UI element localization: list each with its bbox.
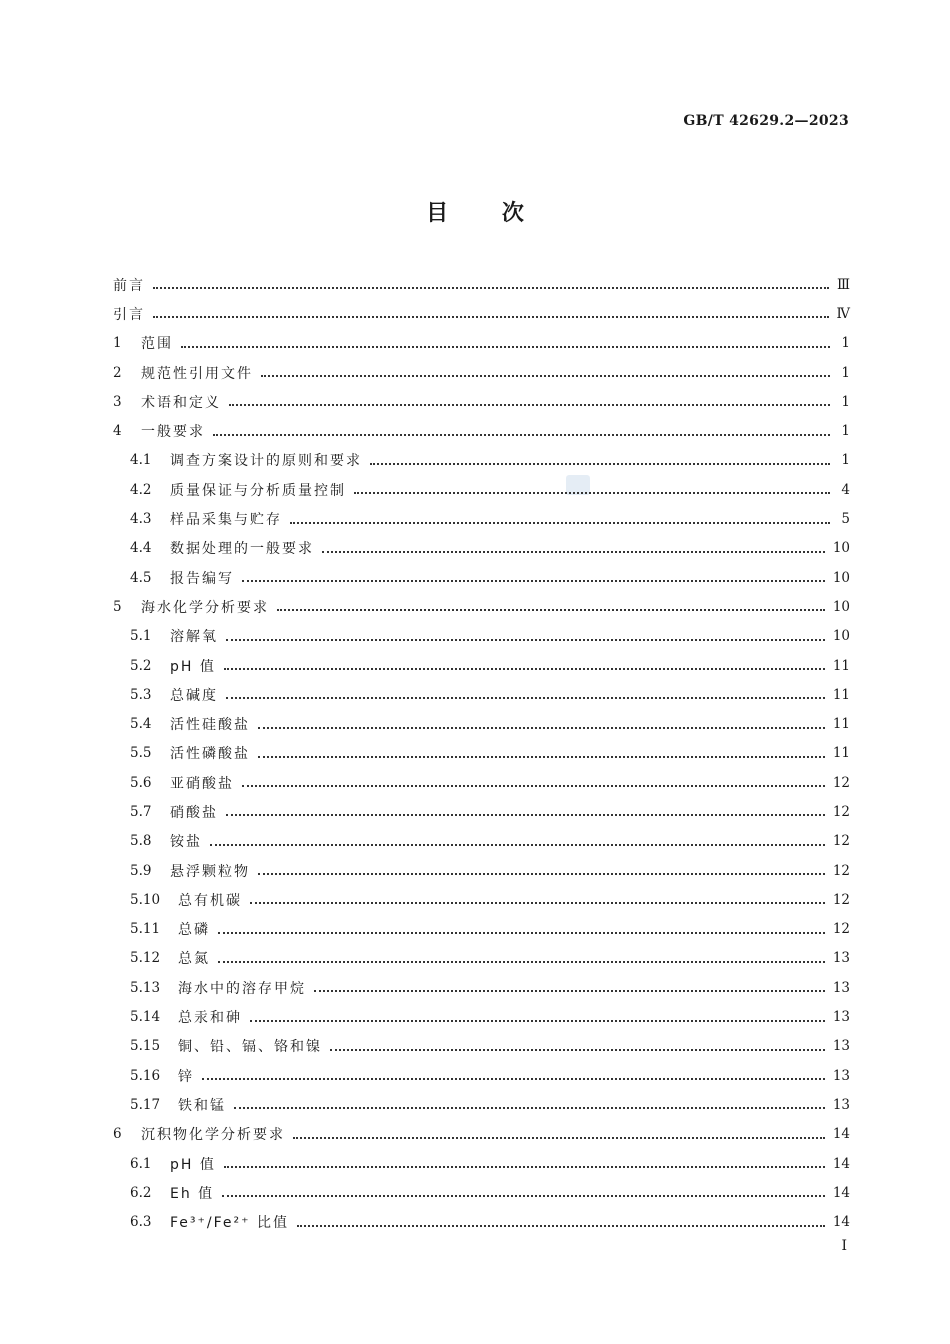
toc-entry[interactable] bbox=[113, 475, 850, 504]
toc-entry-number: 6.2 bbox=[130, 1184, 152, 1201]
toc-entry-label: 调查方案设计的原则和要求 bbox=[170, 453, 362, 470]
dot-leader bbox=[277, 608, 825, 611]
toc-title: 目 次 bbox=[426, 201, 524, 226]
page-number: I bbox=[841, 1238, 847, 1254]
toc-entry-page: 1 bbox=[841, 393, 850, 410]
toc-entry-number: 4.3 bbox=[130, 511, 152, 528]
dot-leader bbox=[226, 813, 825, 816]
toc-entry-page: 10 bbox=[832, 540, 850, 557]
toc-entry-page: 1 bbox=[841, 364, 850, 381]
toc-entry-number: 5.1 bbox=[130, 628, 152, 645]
toc-entry[interactable] bbox=[113, 329, 850, 358]
toc-entry-number: 5.8 bbox=[130, 833, 152, 850]
toc-entry-label: 报告编写 bbox=[170, 570, 234, 587]
dot-leader bbox=[222, 1194, 825, 1197]
toc-entry-label: 总氮 bbox=[178, 951, 210, 968]
toc-entry-label: 活性硅酸盐 bbox=[170, 717, 250, 734]
toc-entry-page: 13 bbox=[832, 1038, 850, 1055]
toc-entry-number: 4.1 bbox=[130, 452, 152, 469]
toc-entry-page: 5 bbox=[841, 511, 850, 528]
toc-entry-page: 10 bbox=[832, 598, 850, 615]
dot-leader bbox=[153, 286, 829, 289]
toc-entry[interactable] bbox=[113, 358, 850, 387]
toc-entry[interactable] bbox=[113, 1002, 850, 1031]
toc-entry-number: 5.9 bbox=[130, 862, 152, 879]
toc-entry-label: pH 值 bbox=[170, 658, 216, 675]
toc-entry-number: 5.6 bbox=[130, 774, 152, 791]
toc-entry-number: 5.11 bbox=[130, 921, 161, 938]
toc-entry-page: 14 bbox=[832, 1214, 850, 1231]
toc-entry-number: 5.2 bbox=[130, 657, 152, 674]
dot-leader bbox=[297, 1224, 825, 1227]
toc-entry-page: 10 bbox=[832, 569, 850, 586]
toc-entry[interactable] bbox=[113, 856, 850, 885]
toc-entry-page: 11 bbox=[832, 657, 850, 674]
toc-entry-page: 13 bbox=[832, 979, 850, 996]
dot-leader bbox=[293, 1136, 825, 1139]
toc-entry-page: 12 bbox=[832, 774, 850, 791]
toc-entry[interactable] bbox=[113, 709, 850, 738]
toc-entry-label: 海水化学分析要求 bbox=[141, 599, 269, 616]
toc-entry-number: 5.14 bbox=[130, 1009, 161, 1026]
toc-entry-page: 1 bbox=[841, 335, 850, 352]
toc-entry-number: 6 bbox=[113, 1126, 122, 1143]
toc-entry-page: 11 bbox=[832, 716, 850, 733]
toc-entry-number: 1 bbox=[113, 335, 122, 352]
dot-leader bbox=[290, 521, 830, 524]
toc-entry-number: 2 bbox=[113, 364, 122, 381]
toc-entry-page: 12 bbox=[832, 862, 850, 879]
table-of-contents bbox=[113, 270, 850, 1237]
toc-entry[interactable] bbox=[113, 1178, 850, 1207]
toc-entry-label: 范围 bbox=[141, 336, 173, 353]
dot-leader bbox=[202, 1077, 825, 1080]
dot-leader bbox=[213, 433, 830, 436]
dot-leader bbox=[250, 1019, 825, 1022]
toc-entry-label: 铁和锰 bbox=[178, 1097, 226, 1114]
dot-leader bbox=[242, 784, 825, 787]
toc-entry[interactable] bbox=[113, 270, 850, 299]
dot-leader bbox=[314, 989, 825, 992]
toc-entry-label: 一般要求 bbox=[141, 424, 205, 441]
toc-entry[interactable] bbox=[113, 680, 850, 709]
toc-entry-label: 硝酸盐 bbox=[170, 804, 218, 821]
toc-entry-label: 前言 bbox=[113, 277, 145, 294]
toc-entry-page: 13 bbox=[832, 1096, 850, 1113]
dot-leader bbox=[224, 667, 825, 670]
toc-entry[interactable] bbox=[113, 446, 850, 475]
toc-entry-label: 锌 bbox=[178, 1068, 194, 1085]
dot-leader bbox=[258, 755, 825, 758]
dot-leader bbox=[258, 726, 825, 729]
toc-entry-label: 悬浮颗粒物 bbox=[170, 863, 250, 880]
toc-entry[interactable] bbox=[113, 563, 850, 592]
toc-entry-number: 4.4 bbox=[130, 540, 152, 557]
toc-entry-number: 6.1 bbox=[130, 1155, 152, 1172]
toc-entry-page: 10 bbox=[832, 628, 850, 645]
toc-entry-number: 4.5 bbox=[130, 569, 152, 586]
toc-entry[interactable] bbox=[113, 534, 850, 563]
dot-leader bbox=[242, 579, 825, 582]
toc-entry-number: 5.10 bbox=[130, 891, 161, 908]
dot-leader bbox=[218, 960, 825, 963]
dot-leader bbox=[229, 403, 830, 406]
toc-entry-number: 6.3 bbox=[130, 1214, 152, 1231]
toc-entry[interactable] bbox=[113, 1090, 850, 1119]
toc-entry-label: 样品采集与贮存 bbox=[170, 512, 282, 529]
toc-entry[interactable] bbox=[113, 592, 850, 621]
dot-leader bbox=[250, 901, 825, 904]
toc-entry-number: 3 bbox=[113, 393, 122, 410]
toc-entry-page: Ⅲ bbox=[836, 276, 850, 293]
toc-entry-page: 1 bbox=[841, 452, 850, 469]
dot-leader bbox=[218, 931, 825, 934]
toc-entry-label: 引言 bbox=[113, 306, 145, 323]
toc-entry-page: 13 bbox=[832, 1067, 850, 1084]
toc-entry[interactable] bbox=[113, 651, 850, 680]
toc-entry-label: 铵盐 bbox=[170, 834, 202, 851]
toc-entry[interactable] bbox=[113, 973, 850, 1002]
standard-code: GB/T 42629.2—2023 bbox=[683, 113, 849, 129]
dot-leader bbox=[261, 374, 830, 377]
toc-entry-number: 5 bbox=[113, 598, 122, 615]
toc-entry-label: 总汞和砷 bbox=[178, 1010, 242, 1027]
toc-entry[interactable] bbox=[113, 797, 850, 826]
toc-entry-page: Ⅳ bbox=[836, 305, 850, 322]
toc-entry-page: 12 bbox=[832, 921, 850, 938]
toc-entry-page: 12 bbox=[832, 891, 850, 908]
toc-entry-page: 14 bbox=[832, 1155, 850, 1172]
toc-entry-page: 11 bbox=[832, 745, 850, 762]
toc-entry-number: 5.5 bbox=[130, 745, 152, 762]
toc-entry[interactable] bbox=[113, 768, 850, 797]
dot-leader bbox=[226, 696, 825, 699]
toc-entry[interactable] bbox=[113, 885, 850, 914]
toc-entry-label: 规范性引用文件 bbox=[141, 365, 253, 382]
dot-leader bbox=[354, 491, 830, 494]
dot-leader bbox=[224, 1165, 825, 1168]
toc-entry-number: 5.13 bbox=[130, 979, 161, 996]
dot-leader bbox=[322, 550, 825, 553]
toc-entry-label: 总碱度 bbox=[170, 687, 218, 704]
toc-entry-page: 13 bbox=[832, 1009, 850, 1026]
toc-entry-number: 5.3 bbox=[130, 686, 152, 703]
dot-leader bbox=[210, 843, 825, 846]
toc-entry-label: 沉积物化学分析要求 bbox=[141, 1127, 285, 1144]
toc-entry-label: 质量保证与分析质量控制 bbox=[170, 482, 346, 499]
toc-entry-label: pH 值 bbox=[170, 1156, 216, 1173]
toc-entry-number: 5.17 bbox=[130, 1096, 161, 1113]
toc-entry[interactable] bbox=[113, 1061, 850, 1090]
dot-leader bbox=[330, 1048, 825, 1051]
toc-entry[interactable] bbox=[113, 504, 850, 533]
toc-entry[interactable] bbox=[113, 944, 850, 973]
toc-entry[interactable] bbox=[113, 1208, 850, 1237]
toc-entry-number: 4.2 bbox=[130, 481, 152, 498]
toc-entry-number: 5.4 bbox=[130, 716, 152, 733]
toc-entry-number: 5.16 bbox=[130, 1067, 161, 1084]
toc-entry-label: 术语和定义 bbox=[141, 394, 221, 411]
toc-entry-page: 14 bbox=[832, 1126, 850, 1143]
toc-entry[interactable] bbox=[113, 915, 850, 944]
toc-entry-page: 12 bbox=[832, 803, 850, 820]
toc-entry[interactable] bbox=[113, 416, 850, 445]
dot-leader bbox=[234, 1106, 825, 1109]
toc-entry-page: 14 bbox=[832, 1184, 850, 1201]
toc-entry[interactable] bbox=[113, 739, 850, 768]
toc-entry[interactable] bbox=[113, 299, 850, 328]
toc-entry-number: 5.12 bbox=[130, 950, 161, 967]
toc-entry-label: 总磷 bbox=[178, 922, 210, 939]
dot-leader bbox=[226, 638, 825, 641]
toc-entry-label: 活性磷酸盐 bbox=[170, 746, 250, 763]
toc-entry-number: 4 bbox=[113, 423, 122, 440]
toc-entry-label: 数据处理的一般要求 bbox=[170, 541, 314, 558]
toc-entry-label: 总有机碳 bbox=[178, 892, 242, 909]
toc-entry-number: 5.15 bbox=[130, 1038, 161, 1055]
dot-leader bbox=[153, 315, 829, 318]
toc-entry[interactable] bbox=[113, 827, 850, 856]
toc-entry-page: 12 bbox=[832, 833, 850, 850]
toc-entry-page: 13 bbox=[832, 950, 850, 967]
toc-entry-label: 海水中的溶存甲烷 bbox=[178, 980, 306, 997]
toc-entry[interactable] bbox=[113, 1120, 850, 1149]
toc-entry[interactable] bbox=[113, 1032, 850, 1061]
dot-leader bbox=[181, 345, 830, 348]
toc-entry[interactable] bbox=[113, 622, 850, 651]
toc-entry-page: 4 bbox=[841, 481, 850, 498]
toc-entry-label: Eh 值 bbox=[170, 1185, 215, 1202]
toc-entry-page: 1 bbox=[841, 423, 850, 440]
toc-entry-label: Fe³⁺/Fe²⁺ 比值 bbox=[170, 1215, 289, 1232]
toc-entry-page: 11 bbox=[832, 686, 850, 703]
dot-leader bbox=[258, 872, 825, 875]
toc-entry[interactable] bbox=[113, 387, 850, 416]
toc-entry-label: 亚硝酸盐 bbox=[170, 775, 234, 792]
dot-leader bbox=[370, 462, 830, 465]
toc-entry[interactable] bbox=[113, 1149, 850, 1178]
toc-entry-label: 铜、铅、镉、铬和镍 bbox=[178, 1039, 322, 1056]
toc-entry-number: 5.7 bbox=[130, 803, 152, 820]
toc-entry-label: 溶解氧 bbox=[170, 629, 218, 646]
